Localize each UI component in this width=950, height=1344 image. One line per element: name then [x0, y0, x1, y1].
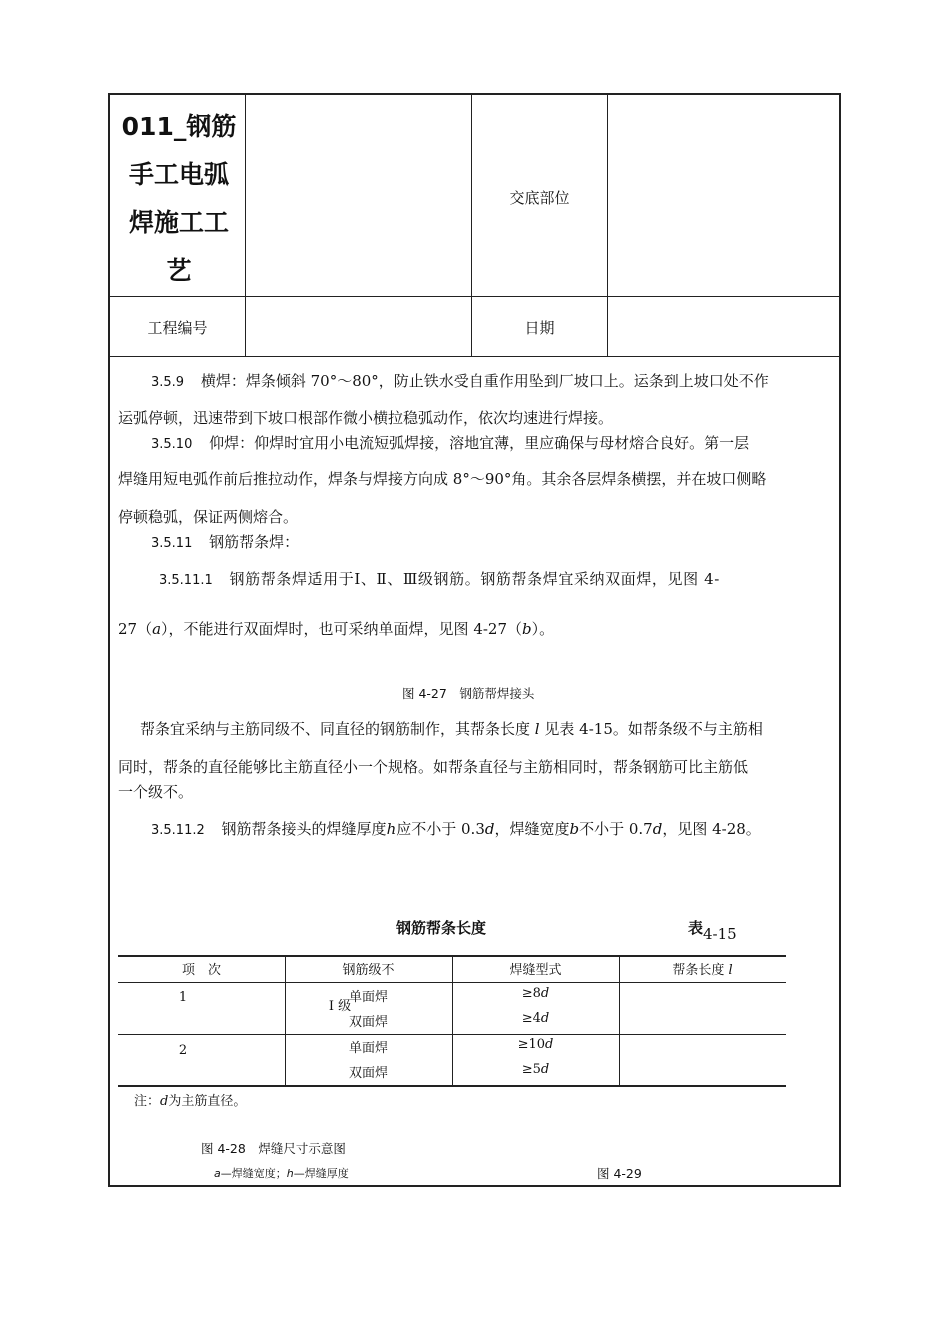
text-run: ），不能进行双面焊时，也可采纳单面焊，见图 4-27（: [161, 620, 523, 638]
table-note: [134, 1090, 246, 1109]
italic-var: d: [652, 820, 663, 838]
italic-var: d: [540, 1011, 550, 1026]
row-2-type-double: 双面焊: [348, 1066, 388, 1081]
text-run: 帮条长度: [672, 963, 725, 978]
header-row-divider: [110, 296, 839, 297]
italic-var: d: [540, 986, 550, 1001]
text-run: ≥10: [517, 1037, 546, 1052]
text-run: ）。: [531, 620, 555, 638]
paragraph-text: 同时，帮条的直径能够比主筋直径小一个规格。如帮条直径与主筋相同时，帮条钢筋可比主筋低: [118, 758, 749, 776]
col-header-item: 项 次: [181, 963, 221, 978]
text-run: 应不小于 0.3: [396, 820, 485, 838]
row-2-value-single: [452, 1037, 619, 1052]
location-label: 交底部位: [509, 189, 570, 207]
italic-var: h: [286, 1167, 294, 1180]
paragraph-3-5-11-1: [118, 569, 834, 591]
italic-var: b: [569, 820, 580, 838]
row-2-type-single: 单面焊: [348, 1041, 388, 1056]
row-1-value-single: [452, 986, 619, 1001]
text-run: 为主筋直径。: [168, 1094, 247, 1109]
row-1-type-double: 双面焊: [348, 1015, 388, 1030]
table-word: 表: [688, 919, 704, 937]
paragraph-line: [118, 719, 856, 739]
figure-4-28-legend: [214, 1165, 349, 1181]
text-run: —焊缝厚度: [293, 1167, 349, 1180]
figure-4-29-caption: 图 4-29: [597, 1166, 642, 1181]
table-number: [688, 917, 737, 943]
text-run: —焊缝宽度；: [220, 1167, 287, 1180]
text-run: ，见图 4-28。: [662, 820, 761, 838]
paragraph-text: 一个级不。: [118, 783, 194, 801]
row-2-item: 2: [178, 1043, 188, 1058]
section-number: 3.5.11.2: [151, 823, 205, 838]
text-run: 帮条宜采纳与主筋同级不、同直径的钢筋制作，其帮条长度: [140, 720, 531, 738]
text-run: ，焊缝宽度: [494, 820, 570, 838]
italic-var: d: [160, 1094, 169, 1109]
italic-var: d: [540, 1062, 550, 1077]
row-2-value-double: [452, 1062, 619, 1077]
section-number: 3.5.11: [151, 536, 193, 551]
title-line: 手工电弧: [128, 160, 229, 189]
row-1-item: 1: [178, 990, 188, 1005]
paragraph-3-5-9: [118, 371, 834, 393]
italic-var: d: [484, 820, 495, 838]
title-line: 焊施工工: [128, 208, 229, 237]
table-title: 钢筋帮条长度: [396, 919, 487, 937]
title-line: 艺: [166, 256, 192, 285]
italic-var: h: [386, 820, 397, 838]
header-col-divider-1: [245, 95, 246, 356]
paragraph-text: 焊缝用短电弧作前后推拉动作，焊条与焊接方向成 8°～90°角。其余各层焊条横摆，并在坡口侧略: [118, 470, 767, 488]
paragraph-text: 停顿稳弧，保证两侧熔合。: [118, 508, 299, 526]
paragraph-text: 钢筋帮条焊：: [209, 533, 300, 551]
paragraph-text: 钢筋帮条焊适用于Ⅰ、Ⅱ、Ⅲ级钢筋。钢筋帮条焊宜采纳双面焊，见图 4-: [229, 570, 720, 588]
italic-var: a: [152, 620, 162, 638]
figure-4-28-caption: 图 4-28 焊缝尺寸示意图: [201, 1141, 346, 1156]
text-run: 27（: [118, 620, 153, 638]
paragraph-3-5-10: [118, 433, 834, 455]
text-run: 钢筋帮条接头的焊缝厚度: [221, 820, 387, 838]
text-run: 不小于 0.7: [579, 820, 653, 838]
text-run: 注：: [134, 1094, 161, 1109]
text-run: ≥5: [521, 1062, 541, 1077]
italic-var: b: [522, 620, 532, 638]
col-header-length: [619, 959, 786, 978]
text-run: 见表 4-15。如帮条级不与主筋相: [544, 720, 763, 738]
paragraph-line: [118, 619, 834, 639]
row-1-grade: Ⅰ 级: [328, 999, 352, 1014]
figure-4-27-caption: 图 4-27 钢筋帮焊接头: [402, 686, 535, 701]
italic-var: l: [728, 963, 733, 978]
project-no-label: 工程编号: [147, 319, 208, 337]
italic-var: l: [534, 720, 540, 738]
paragraph-text: 运弧停顿，迅速带到下坡口根部作微小横拉稳弧动作，依次均速进行焊接。: [118, 409, 614, 427]
document-frame: [108, 93, 841, 1187]
text-run: ≥8: [521, 986, 541, 1001]
italic-var: a: [214, 1167, 221, 1180]
date-label: 日期: [524, 319, 555, 337]
paragraph-3-5-11: [118, 532, 834, 554]
col-header-weld-type: 焊缝型式: [509, 963, 562, 978]
header-bottom-divider: [110, 356, 839, 357]
header-col-divider-3: [607, 95, 608, 356]
col-header-grade: 钢筋级不: [342, 963, 395, 978]
paragraph-text: 仰焊：仰焊时宜用小电流短弧焊接，溶地宜薄，里应确保与母材熔合良好。第一层: [209, 434, 750, 452]
title-line: 011_钢筋: [121, 112, 237, 141]
section-number: 3.5.11.1: [159, 573, 213, 588]
italic-var: d: [545, 1037, 554, 1052]
paragraph-3-5-11-2: [118, 819, 834, 841]
row-1-type-single: 单面焊: [348, 990, 388, 1005]
section-number: 3.5.10: [151, 437, 193, 452]
row-1-value-double: [452, 1011, 619, 1026]
text-run: ≥4: [521, 1011, 541, 1026]
section-number: 3.5.9: [151, 375, 185, 390]
document-title: [118, 103, 240, 295]
table-no: 4-15: [703, 925, 737, 943]
paragraph-text: 横焊：焊条倾斜 70°～80°，防止铁水受自重作用坠到厂坡口上。运条到上坡口处不作: [200, 372, 769, 390]
